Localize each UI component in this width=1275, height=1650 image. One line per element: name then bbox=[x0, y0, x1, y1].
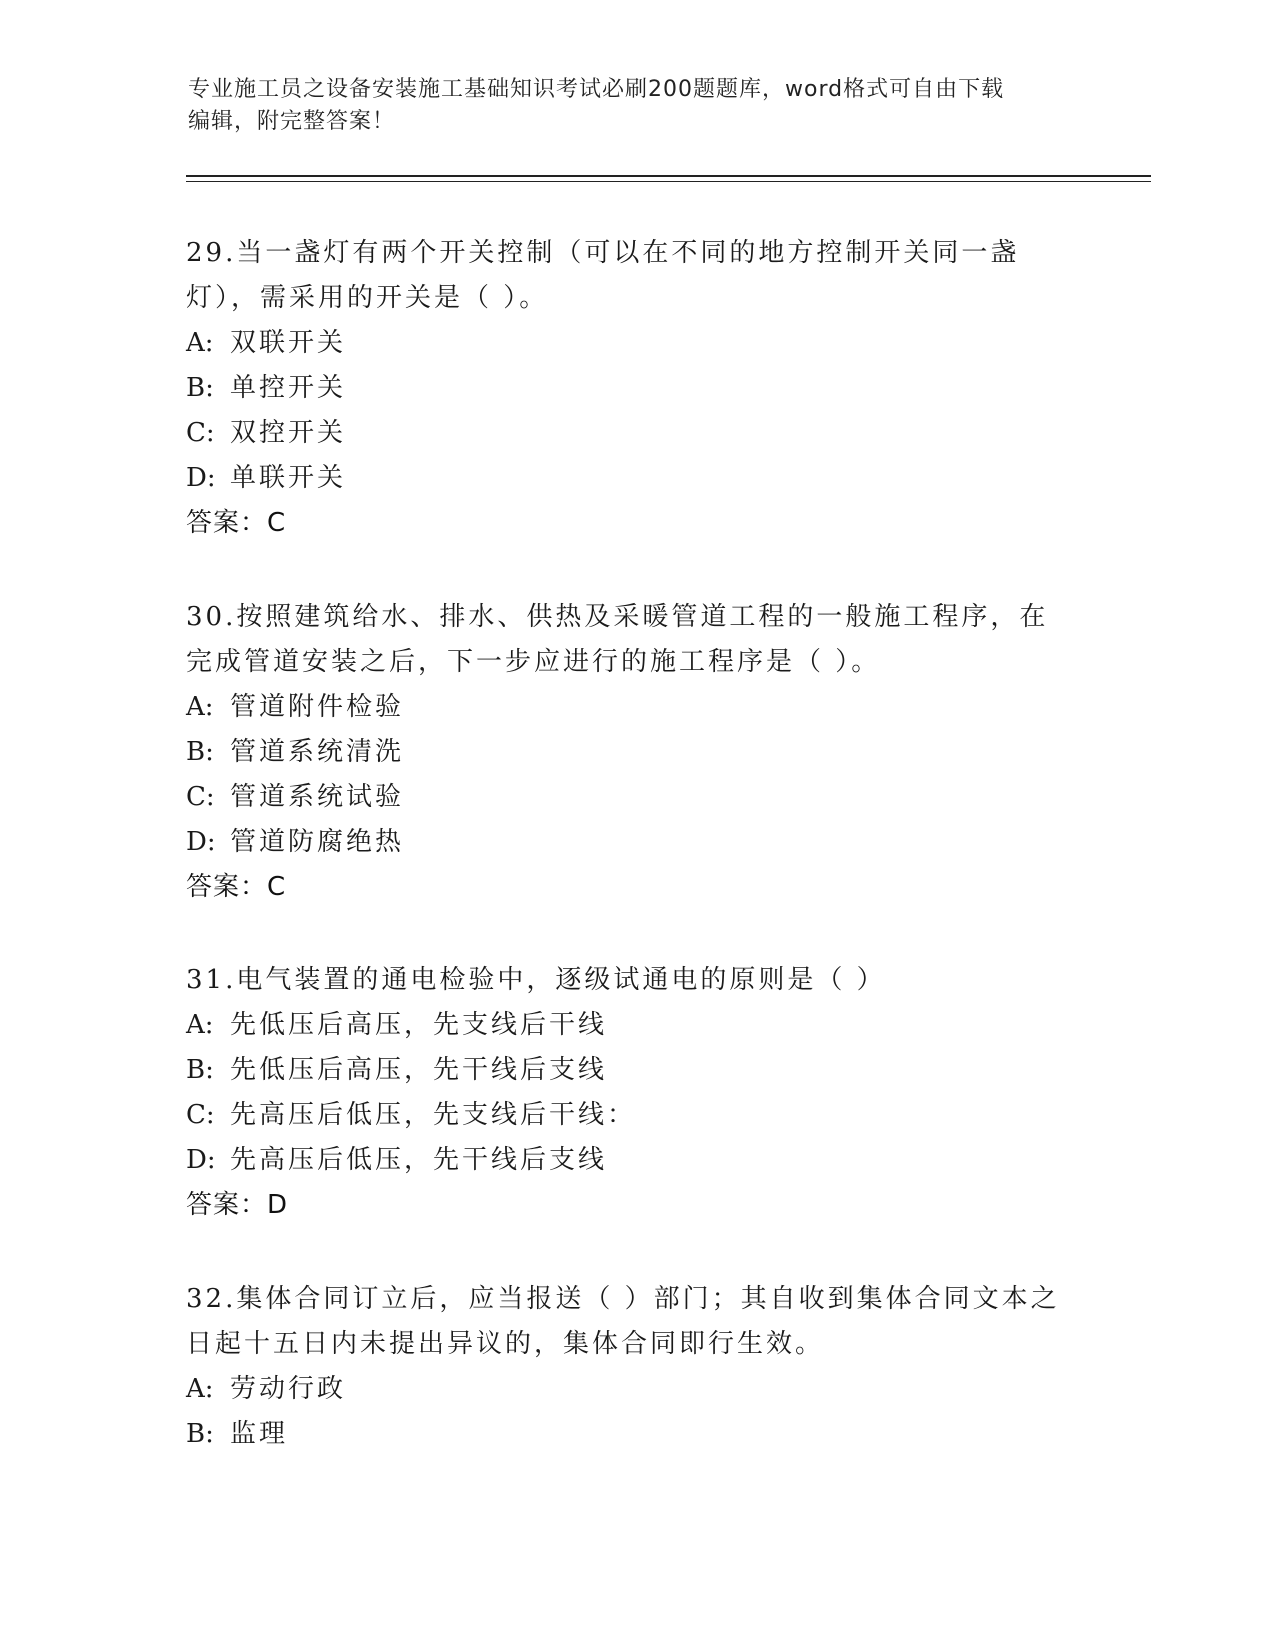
option-text: 双联开关 bbox=[230, 328, 347, 358]
option-text: 单控开关 bbox=[230, 373, 347, 403]
option-key: B: bbox=[186, 737, 214, 767]
option-a bbox=[186, 1367, 1076, 1412]
question-32 bbox=[186, 1277, 1076, 1457]
option-c bbox=[186, 1093, 1076, 1138]
option-a bbox=[186, 1003, 1076, 1048]
option-text: 管道系统试验 bbox=[230, 782, 405, 812]
header-line-1: 专业施工员之设备安装施工基础知识考试必刷200题题库，word格式可自由下载 bbox=[188, 77, 1005, 102]
document-header bbox=[188, 74, 1068, 138]
question-stem: 31.电气装置的通电检验中，逐级试通电的原则是（ ） bbox=[186, 965, 886, 995]
option-text: 先低压后高压，先支线后干线 bbox=[230, 1010, 608, 1040]
header-divider-secondary bbox=[186, 181, 1151, 182]
option-b bbox=[186, 730, 1076, 775]
option-d bbox=[186, 456, 1076, 501]
option-d bbox=[186, 820, 1076, 865]
option-a bbox=[186, 685, 1076, 730]
option-b bbox=[186, 1048, 1076, 1093]
header-line-2: 编辑，附完整答案！ bbox=[188, 109, 396, 134]
question-stem: 32.集体合同订立后，应当报送（ ）部门；其自收到集体合同文本之日起十五日内未提出异议的，集体合同即行生效。 bbox=[186, 1284, 1060, 1359]
option-text: 管道附件检验 bbox=[230, 692, 405, 722]
option-text: 单联开关 bbox=[230, 463, 347, 493]
option-text: 劳动行政 bbox=[230, 1374, 347, 1404]
question-31 bbox=[186, 958, 1076, 1228]
option-text: 先高压后低压，先干线后支线 bbox=[230, 1145, 608, 1175]
option-key: B: bbox=[186, 373, 214, 403]
option-key: D: bbox=[186, 463, 216, 493]
option-key: B: bbox=[186, 1419, 214, 1449]
option-text: 监理 bbox=[230, 1419, 289, 1449]
option-text: 管道防腐绝热 bbox=[230, 827, 405, 857]
question-stem: 30.按照建筑给水、排水、供热及采暖管道工程的一般施工程序，在完成管道安装之后，下一步应进行的施工程序是（ ）。 bbox=[186, 602, 1049, 677]
option-key: A: bbox=[186, 692, 214, 722]
option-key: A: bbox=[186, 328, 214, 358]
answer-label: 答案：D bbox=[186, 1190, 289, 1220]
option-text: 先高压后低压，先支线后干线： bbox=[230, 1100, 637, 1130]
option-key: A: bbox=[186, 1374, 214, 1404]
header-divider bbox=[186, 175, 1151, 177]
option-key: C: bbox=[186, 1100, 215, 1130]
answer-label: 答案：C bbox=[186, 508, 287, 538]
option-key: D: bbox=[186, 827, 216, 857]
option-b bbox=[186, 1412, 1076, 1457]
question-30 bbox=[186, 595, 1076, 910]
option-b bbox=[186, 366, 1076, 411]
option-text: 管道系统清洗 bbox=[230, 737, 405, 767]
option-key: D: bbox=[186, 1145, 216, 1175]
question-stem: 29.当一盏灯有两个开关控制（可以在不同的地方控制开关同一盏灯），需采用的开关是（ ）。 bbox=[186, 238, 1020, 313]
option-c bbox=[186, 411, 1076, 456]
option-key: B: bbox=[186, 1055, 214, 1085]
answer-label: 答案：C bbox=[186, 872, 287, 902]
option-text: 双控开关 bbox=[230, 418, 347, 448]
option-c bbox=[186, 775, 1076, 820]
option-key: C: bbox=[186, 782, 215, 812]
option-key: A: bbox=[186, 1010, 214, 1040]
option-key: C: bbox=[186, 418, 215, 448]
question-29 bbox=[186, 231, 1076, 546]
option-a bbox=[186, 321, 1076, 366]
option-text: 先低压后高压，先干线后支线 bbox=[230, 1055, 608, 1085]
option-d bbox=[186, 1138, 1076, 1183]
